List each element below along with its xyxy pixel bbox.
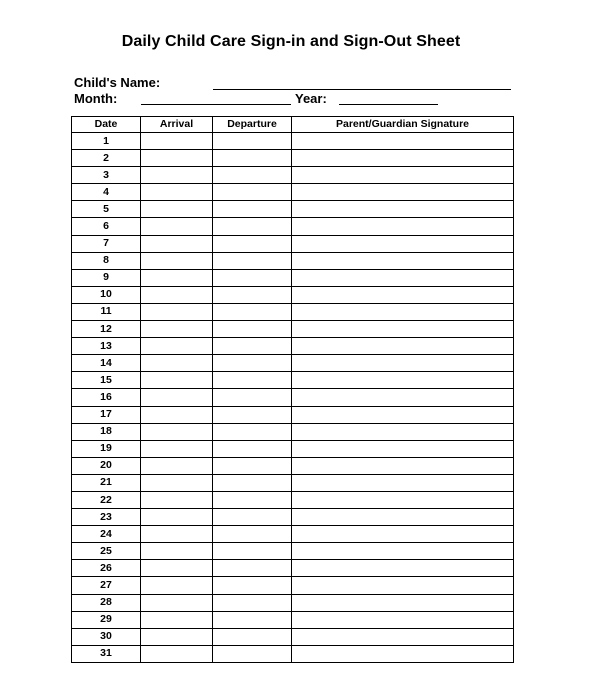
departure-cell[interactable] [213,269,292,286]
signature-cell[interactable] [292,201,514,218]
table-row [72,628,514,645]
departure-cell[interactable] [213,526,292,543]
arrival-cell[interactable] [141,628,213,645]
departure-cell[interactable] [213,509,292,526]
arrival-cell[interactable] [141,303,213,320]
arrival-cell[interactable] [141,150,213,167]
signature-cell[interactable] [292,133,514,150]
signature-cell[interactable] [292,526,514,543]
table-row [72,577,514,594]
date-cell: 10 [72,286,141,303]
arrival-cell[interactable] [141,509,213,526]
date-cell: 21 [72,474,141,491]
date-cell: 30 [72,628,141,645]
table-row [72,201,514,218]
table-row [72,133,514,150]
signature-cell[interactable] [292,218,514,235]
header-departure: Departure [213,117,292,133]
departure-cell[interactable] [213,457,292,474]
table-row [72,338,514,355]
date-cell: 11 [72,303,141,320]
signature-cell[interactable] [292,543,514,560]
departure-cell[interactable] [213,218,292,235]
arrival-cell[interactable] [141,577,213,594]
departure-cell[interactable] [213,372,292,389]
departure-cell[interactable] [213,133,292,150]
date-cell: 2 [72,150,141,167]
table-row [72,372,514,389]
arrival-cell[interactable] [141,133,213,150]
table-row [72,218,514,235]
signature-cell[interactable] [292,406,514,423]
table-row [72,252,514,269]
arrival-cell[interactable] [141,286,213,303]
departure-cell[interactable] [213,406,292,423]
date-cell: 3 [72,167,141,184]
date-cell: 20 [72,457,141,474]
departure-cell[interactable] [213,303,292,320]
date-cell: 15 [72,372,141,389]
arrival-cell[interactable] [141,321,213,338]
table-row [72,560,514,577]
departure-cell[interactable] [213,389,292,406]
table-row [72,423,514,440]
arrival-cell[interactable] [141,201,213,218]
header-signature: Parent/Guardian Signature [292,117,514,133]
date-cell: 16 [72,389,141,406]
departure-cell[interactable] [213,628,292,645]
departure-cell[interactable] [213,321,292,338]
date-cell: 6 [72,218,141,235]
departure-cell[interactable] [213,594,292,611]
table-row [72,286,514,303]
table-row [72,526,514,543]
arrival-cell[interactable] [141,423,213,440]
departure-cell[interactable] [213,167,292,184]
arrival-cell[interactable] [141,491,213,508]
departure-cell[interactable] [213,184,292,201]
date-cell: 28 [72,594,141,611]
departure-cell[interactable] [213,543,292,560]
departure-cell[interactable] [213,338,292,355]
signature-cell[interactable] [292,372,514,389]
departure-cell[interactable] [213,423,292,440]
month-field[interactable] [141,104,291,105]
sheet-title: Daily Child Care Sign-in and Sign-Out Sheet [121,33,461,50]
date-cell: 1 [72,133,141,150]
table-row [72,269,514,286]
departure-cell[interactable] [213,201,292,218]
signature-cell[interactable] [292,389,514,406]
date-cell: 4 [72,184,141,201]
signature-cell[interactable] [292,338,514,355]
arrival-cell[interactable] [141,184,213,201]
arrival-cell[interactable] [141,389,213,406]
table-row [72,474,514,491]
date-cell: 8 [72,252,141,269]
arrival-cell[interactable] [141,594,213,611]
arrival-cell[interactable] [141,474,213,491]
signature-cell[interactable] [292,594,514,611]
table-row [72,543,514,560]
signature-cell[interactable] [292,628,514,645]
signature-cell[interactable] [292,303,514,320]
signature-cell[interactable] [292,560,514,577]
departure-cell[interactable] [213,252,292,269]
table-row [72,611,514,628]
signature-cell[interactable] [292,645,514,662]
signature-cell[interactable] [292,474,514,491]
signature-cell[interactable] [292,235,514,252]
signature-cell[interactable] [292,184,514,201]
arrival-cell[interactable] [141,355,213,372]
table-row [72,303,514,320]
table-row [72,355,514,372]
departure-cell[interactable] [213,577,292,594]
date-cell: 7 [72,235,141,252]
date-cell: 22 [72,491,141,508]
arrival-cell[interactable] [141,457,213,474]
signature-cell[interactable] [292,491,514,508]
departure-cell[interactable] [213,560,292,577]
signature-cell[interactable] [292,457,514,474]
childs-name-field[interactable] [213,89,511,90]
header-arrival: Arrival [141,117,213,133]
arrival-cell[interactable] [141,526,213,543]
arrival-cell[interactable] [141,372,213,389]
table-row [72,491,514,508]
signature-cell[interactable] [292,252,514,269]
sign-in-table [71,116,514,663]
signature-cell[interactable] [292,423,514,440]
table-row [72,457,514,474]
arrival-cell[interactable] [141,167,213,184]
signature-cell[interactable] [292,440,514,457]
departure-cell[interactable] [213,491,292,508]
departure-cell[interactable] [213,611,292,628]
table-row [72,594,514,611]
date-cell: 13 [72,338,141,355]
signature-cell[interactable] [292,355,514,372]
arrival-cell[interactable] [141,235,213,252]
table-row [72,440,514,457]
table-row [72,184,514,201]
departure-cell[interactable] [213,645,292,662]
date-cell: 29 [72,611,141,628]
table-header-row [72,117,514,133]
signature-cell[interactable] [292,269,514,286]
signature-cell[interactable] [292,611,514,628]
table-body [72,133,514,663]
date-cell: 14 [72,355,141,372]
date-cell: 5 [72,201,141,218]
date-cell: 23 [72,509,141,526]
signature-cell[interactable] [292,321,514,338]
table-row [72,150,514,167]
table-row [72,645,514,662]
departure-cell[interactable] [213,286,292,303]
arrival-cell[interactable] [141,252,213,269]
table-row [72,406,514,423]
arrival-cell[interactable] [141,338,213,355]
date-cell: 12 [72,321,141,338]
departure-cell[interactable] [213,235,292,252]
departure-cell[interactable] [213,474,292,491]
date-cell: 25 [72,543,141,560]
departure-cell[interactable] [213,355,292,372]
header-date: Date [72,117,141,133]
arrival-cell[interactable] [141,440,213,457]
signature-cell[interactable] [292,509,514,526]
signature-cell[interactable] [292,577,514,594]
date-cell: 31 [72,645,141,662]
date-cell: 24 [72,526,141,543]
departure-cell[interactable] [213,150,292,167]
table-row [72,509,514,526]
date-cell: 27 [72,577,141,594]
month-label: Month: [74,91,118,106]
arrival-cell[interactable] [141,543,213,560]
signature-cell[interactable] [292,286,514,303]
arrival-cell[interactable] [141,645,213,662]
date-cell: 17 [72,406,141,423]
year-label: Year: [295,91,327,106]
table-row [72,167,514,184]
childs-name-label: Child's Name: [74,75,161,90]
table-row [72,235,514,252]
table-row [72,389,514,406]
table-row [72,321,514,338]
departure-cell[interactable] [213,440,292,457]
arrival-cell[interactable] [141,560,213,577]
date-cell: 9 [72,269,141,286]
signature-cell[interactable] [292,167,514,184]
year-field[interactable] [339,104,438,105]
date-cell: 18 [72,423,141,440]
arrival-cell[interactable] [141,269,213,286]
date-cell: 19 [72,440,141,457]
arrival-cell[interactable] [141,406,213,423]
arrival-cell[interactable] [141,218,213,235]
date-cell: 26 [72,560,141,577]
signature-cell[interactable] [292,150,514,167]
arrival-cell[interactable] [141,611,213,628]
